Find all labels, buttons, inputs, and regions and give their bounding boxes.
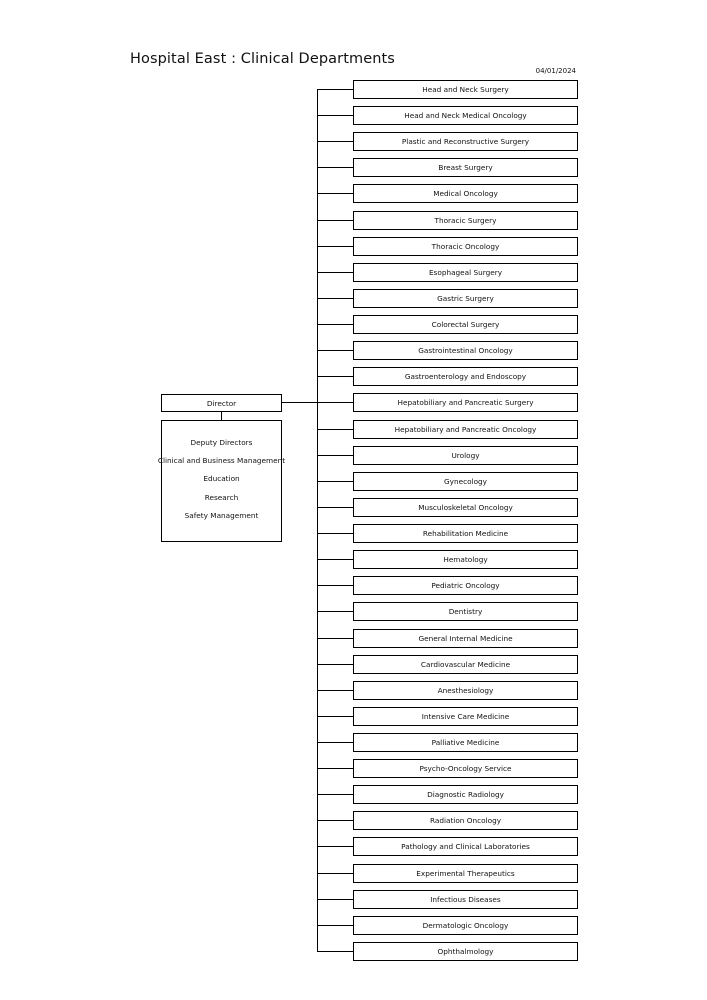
department-branch-line: [317, 846, 353, 847]
department-label: Anesthesiology: [437, 685, 494, 695]
department-branch-line: [317, 899, 353, 900]
department-box: [353, 472, 578, 491]
department-branch-line: [317, 402, 353, 403]
staff-item: Clinical and Business Management: [157, 456, 286, 466]
department-label: Palliative Medicine: [431, 738, 500, 747]
department-box: [353, 550, 578, 569]
department-box: [353, 446, 578, 465]
department-branch-line: [317, 193, 353, 194]
department-branch-line: [317, 429, 353, 430]
department-label: Gastrointestinal Oncology: [418, 346, 513, 356]
department-box: [353, 184, 578, 203]
department-box: [353, 289, 578, 308]
department-box: [353, 367, 578, 386]
department-label: Experimental Therapeutics: [416, 868, 515, 878]
department-label: Head and Neck Medical Oncology: [404, 111, 527, 121]
department-branch-line: [317, 481, 353, 482]
department-label: Thoracic Oncology: [431, 241, 500, 251]
department-label: Plastic and Reconstructive Surgery: [401, 137, 530, 147]
department-branch-line: [317, 611, 353, 612]
department-branch-line: [317, 376, 353, 377]
department-branch-line: [317, 559, 353, 560]
department-box: [353, 393, 578, 412]
department-branch-line: [317, 925, 353, 926]
staff-box: [157, 420, 286, 542]
department-branch-line: [317, 794, 353, 795]
department-branch-line: [317, 141, 353, 142]
department-label: Hematology: [443, 555, 488, 565]
department-label: Musculoskeletal Oncology: [418, 502, 513, 512]
director-label: Director: [206, 398, 237, 408]
department-branch-line: [317, 664, 353, 665]
department-box: [353, 655, 578, 674]
department-box: [353, 916, 578, 935]
department-branch-line: [317, 768, 353, 769]
department-label: Gastroenterology and Endoscopy: [404, 372, 527, 382]
department-box: [353, 420, 578, 439]
department-branch-line: [317, 951, 353, 952]
department-box: [353, 106, 578, 125]
department-label: Cardiovascular Medicine: [420, 659, 511, 669]
department-label: Breast Surgery: [438, 163, 493, 173]
director-horizontal-connector: [282, 402, 318, 403]
department-branch-line: [317, 167, 353, 168]
department-trunk-line: [317, 89, 318, 951]
department-box: [353, 263, 578, 282]
department-branch-line: [317, 690, 353, 691]
department-box: [353, 759, 578, 778]
staff-item: Safety Management: [184, 510, 259, 520]
department-label: Dermatologic Oncology: [422, 920, 509, 930]
department-branch-line: [317, 455, 353, 456]
director-box: [161, 394, 282, 412]
staff-item: Deputy Directors: [190, 438, 253, 447]
department-label: Diagnostic Radiology: [427, 790, 504, 800]
department-box: [353, 707, 578, 726]
department-label: Gynecology: [443, 476, 487, 486]
staff-item: Research: [204, 492, 239, 502]
department-branch-line: [317, 716, 353, 717]
department-label: Medical Oncology: [433, 189, 498, 199]
department-branch-line: [317, 533, 353, 534]
department-label: Hepatobiliary and Pancreatic Surgery: [397, 398, 534, 408]
staff-item: Education: [203, 474, 240, 484]
department-label: Intensive Care Medicine: [421, 711, 510, 721]
department-label: Esophageal Surgery: [428, 267, 503, 277]
department-branch-line: [317, 115, 353, 116]
department-box: [353, 837, 578, 856]
department-branch-line: [317, 89, 353, 90]
department-label: Dentistry: [448, 607, 483, 617]
department-label: Colorectal Surgery: [431, 320, 500, 330]
department-label: Urology: [451, 450, 480, 460]
department-branch-line: [317, 220, 353, 221]
department-label: Thoracic Surgery: [434, 215, 497, 225]
department-label: Ophthalmology: [437, 946, 494, 956]
department-box: [353, 864, 578, 883]
page-title: Hospital East : Clinical Departments: [130, 51, 395, 67]
date-label: 04/01/2024: [535, 67, 576, 75]
department-branch-line: [317, 324, 353, 325]
department-box: [353, 132, 578, 151]
department-label: Pediatric Oncology: [431, 581, 500, 591]
department-box: [353, 733, 578, 752]
department-branch-line: [317, 820, 353, 821]
department-box: [353, 602, 578, 621]
director-staff-connector: [221, 412, 222, 420]
department-branch-line: [317, 507, 353, 508]
department-box: [353, 237, 578, 256]
department-label: Infectious Diseases: [430, 894, 501, 904]
department-box: [353, 576, 578, 595]
department-box: [353, 158, 578, 177]
department-box: [353, 890, 578, 909]
department-box: [353, 811, 578, 830]
department-box: [353, 524, 578, 543]
department-branch-line: [317, 246, 353, 247]
department-label: Head and Neck Surgery: [422, 85, 509, 94]
department-box: [353, 211, 578, 230]
department-label: General Internal Medicine: [418, 633, 513, 643]
department-label: Gastric Surgery: [437, 293, 494, 303]
department-box: [353, 942, 578, 961]
department-label: Radiation Oncology: [429, 816, 502, 826]
department-label: Psycho-Oncology Service: [419, 764, 512, 774]
department-label: Hepatobiliary and Pancreatic Oncology: [394, 424, 537, 434]
department-box: [353, 785, 578, 804]
department-box: [353, 629, 578, 648]
department-branch-line: [317, 298, 353, 299]
department-branch-line: [317, 350, 353, 351]
department-branch-line: [317, 742, 353, 743]
department-branch-line: [317, 585, 353, 586]
department-branch-line: [317, 873, 353, 874]
department-box: [353, 315, 578, 334]
department-branch-line: [317, 638, 353, 639]
department-branch-line: [317, 272, 353, 273]
department-label: Rehabilitation Medicine: [422, 529, 509, 539]
department-box: [353, 681, 578, 700]
department-box: [353, 498, 578, 517]
department-box: [353, 341, 578, 360]
department-label: Pathology and Clinical Laboratories: [401, 842, 530, 852]
department-box: [353, 80, 578, 99]
